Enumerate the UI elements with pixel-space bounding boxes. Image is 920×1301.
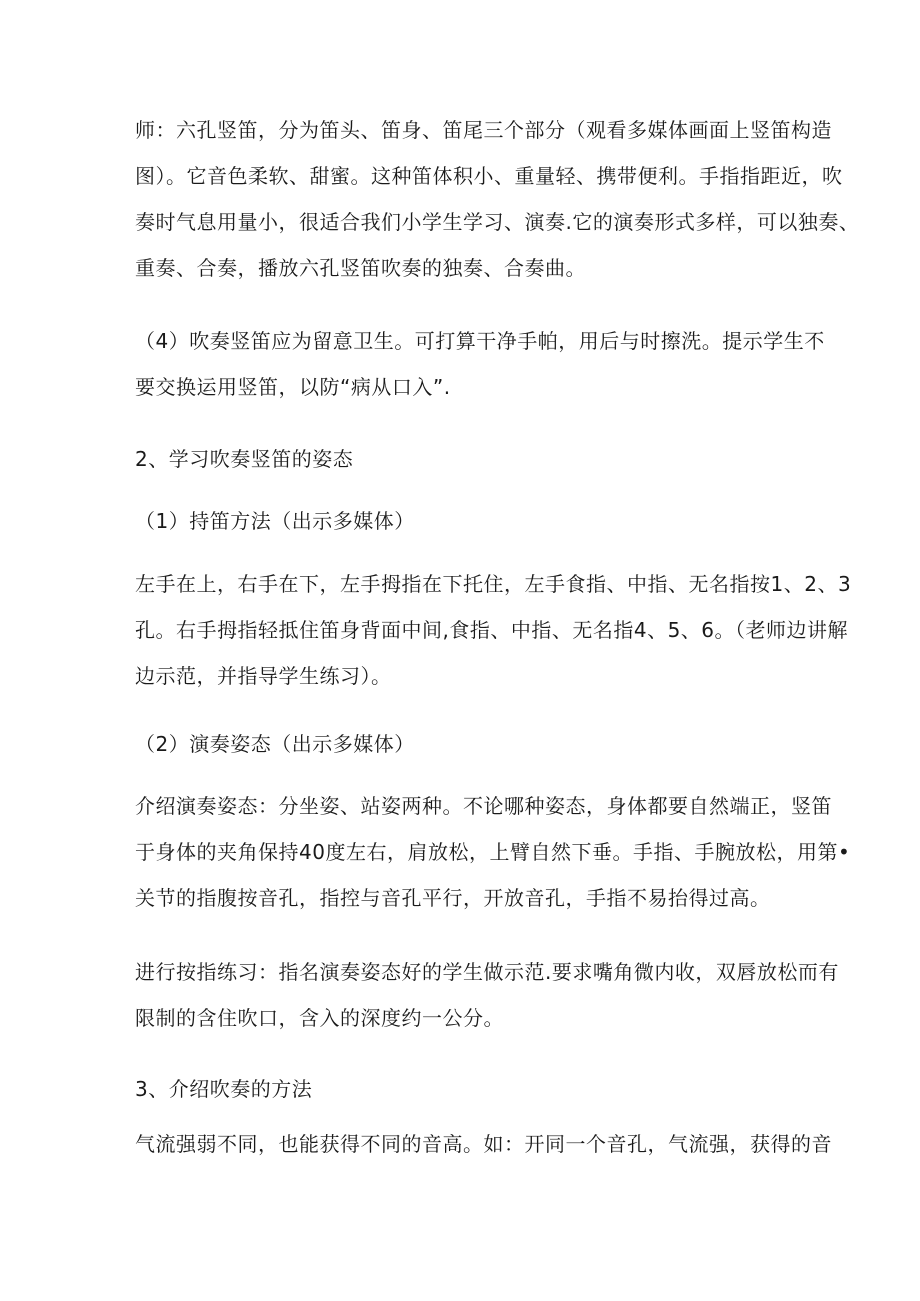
paragraph-method (135, 1121, 832, 1167)
paragraph-teacher-intro (135, 107, 860, 291)
text-line: 要交换运用竖笛，以防“病从口入”. (135, 375, 451, 399)
text-line: 进行按指练习：指名演奏姿态好的学生做示范.要求嘴角微内收，双唇放松而有 (135, 960, 839, 984)
section-heading-posture: 2、学习吹奏竖笛的姿态 (135, 447, 354, 471)
text-line: 重奏、合奏，播放六孔竖笛吹奏的独奏、合奏曲。 (135, 256, 586, 280)
text-line: 介绍演奏姿态：分坐姿、站姿两种。不论哪种姿态，身体都要自然端正，竖笛 (135, 794, 832, 818)
text-line: 奏时气息用量小，很适合我们小学生学习、演奏.它的演奏形式多样，可以独奏、 (135, 210, 860, 234)
text-line: 师：六孔竖笛，分为笛头、笛身、笛尾三个部分（观看多媒体画面上竖笛构造 (135, 118, 832, 142)
paragraph-practice (135, 949, 839, 1041)
text-line: 孔。右手拇指轻抵住笛身背面中间,食指、中指、无名指4、5、6。（老师边讲解 (135, 618, 849, 642)
section-heading-method: 3、介绍吹奏的方法 (135, 1077, 313, 1101)
subheading-playing: （2）演奏姿态（出示多媒体） (135, 732, 415, 756)
text-line: 限制的含住吹口，含入的深度约一公分。 (135, 1006, 504, 1030)
text-line: 图）。它音色柔软、甜蜜。这种笛体积小、重量轻、携带便利。手指指距近，吹 (135, 164, 843, 188)
paragraph-playing-posture (135, 783, 851, 921)
text-line: 边示范，并指导学生练习）。 (135, 664, 392, 688)
paragraph-hygiene (135, 318, 825, 410)
text-line: 关节的指腹按音孔，指控与音孔平行，开放音孔，手指不易抬得过高。 (135, 886, 771, 910)
text-line: 左手在上，右手在下，左手拇指在下托住，左手食指、中指、无名指按1、2、3 (135, 572, 852, 596)
text-line: 于身体的夹角保持40度左右，肩放松，上臂自然下垂。手指、手腕放松，用第• (135, 840, 851, 864)
text-line: 气流强弱不同，也能获得不同的音高。如：开同一个音孔，气流强，获得的音 (135, 1132, 832, 1156)
paragraph-holding (135, 561, 852, 699)
text-line: （4）吹奏竖笛应为留意卫生。可打算干净手帕，用后与时擦洗。提示学生不 (135, 329, 825, 353)
subheading-holding: （1）持笛方法（出示多媒体） (135, 509, 415, 533)
